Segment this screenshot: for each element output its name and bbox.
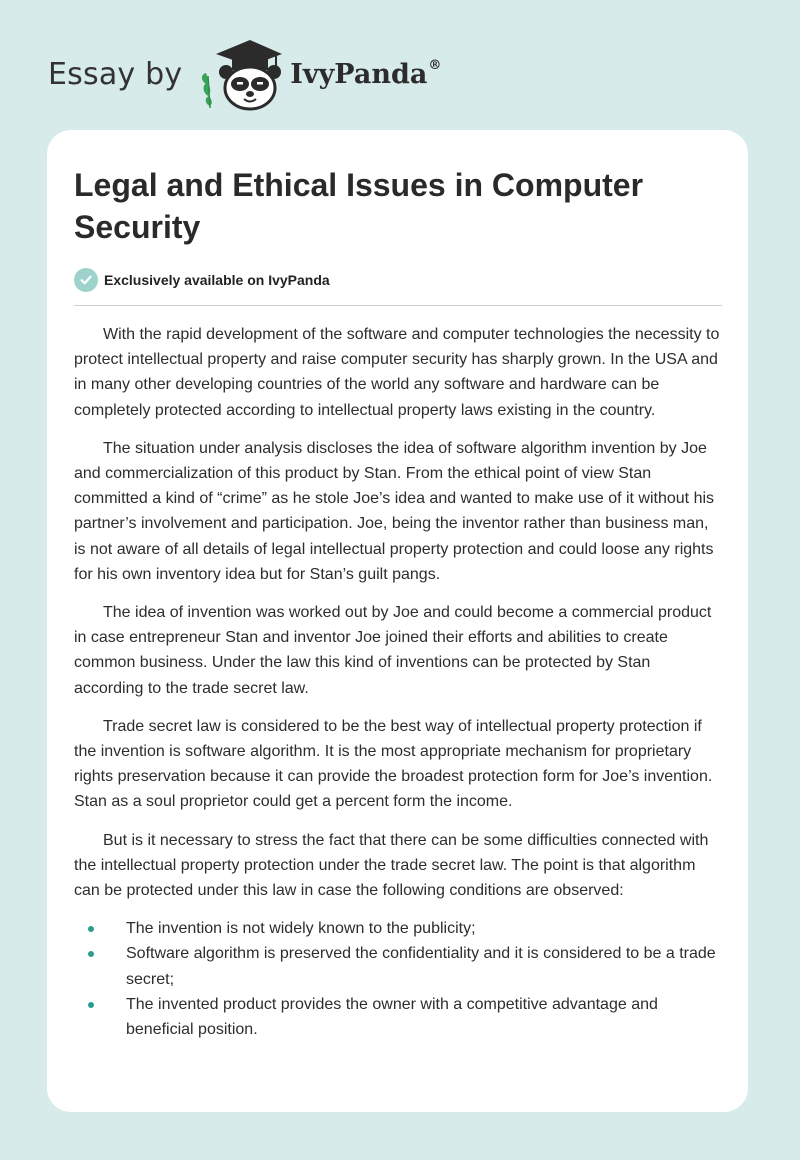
divider	[74, 305, 722, 306]
conditions-list	[74, 916, 722, 1042]
exclusive-badge-label: Exclusively available on IvyPanda	[104, 272, 330, 288]
paragraph: Trade secret law is considered to be the best way of intellectual property protection if the invention is software algorithm. It is the most appropriate mechanism for proprietary rights preservation because it can provide the broadest protection form for Joe’s invention. Stan as a soul proprietor could get a percent form the income.	[74, 717, 713, 811]
page-title: Legal and Ethical Issues in Computer Security	[74, 167, 644, 245]
paragraph: The idea of invention was worked out by Joe and could become a commercial product in case entrepreneur Stan and inventor Joe joined their efforts and abilities to create common business. Under the law this kind of inventions can be protected by Stan according to the trade secret law.	[74, 604, 712, 697]
list-item	[74, 916, 722, 941]
registered-mark: ®	[428, 58, 442, 73]
essay-by-label: Essay by	[48, 56, 183, 92]
brand-name[interactable]: IvyPanda®	[290, 58, 442, 90]
bullet-icon	[88, 926, 94, 932]
checkmark-icon	[74, 268, 98, 292]
list-item	[74, 992, 722, 1042]
paragraph: With the rapid development of the software and computer technologies the necessity to protect intellectual property and raise computer security has sharply grown. In the USA and in many other developing countries of the world any software and hardware can be completely protected according to intellectual property laws existing in the country.	[74, 326, 720, 419]
exclusive-badge	[74, 268, 722, 292]
list-item-text: The invention is not widely known to the publicity;	[126, 920, 476, 938]
list-item-text: The invented product provides the owner with a competitive advantage and beneficial position.	[126, 995, 658, 1039]
paragraph: But is it necessary to stress the fact that there can be some difficulties connected with the intellectual property protection under the trade secret law. The point is that algorithm can be protected under this law in case the following conditions are observed:	[74, 831, 709, 900]
bullet-icon	[88, 951, 94, 957]
bullet-icon	[88, 1002, 94, 1008]
essay-card	[47, 130, 748, 1112]
site-header	[48, 34, 441, 114]
panda-graduate-icon[interactable]	[196, 36, 286, 112]
list-item-text: Software algorithm is preserved the confidentiality and it is considered to be a trade secret;	[126, 945, 716, 988]
list-item	[74, 941, 722, 991]
paragraph: The situation under analysis discloses the idea of software algorithm invention by Joe and commercialization of this product by Stan. From the ethical point of view Stan committed a kind of “crime” as he stole Joe’s idea and wanted to make use of it without his partner’s involvement and participation. Joe, being the inventor rather than business man, is not aware of all details of legal intellectual property protection and could loose any rights for his own inventory idea but for Stan’s guilt pangs.	[74, 439, 715, 583]
